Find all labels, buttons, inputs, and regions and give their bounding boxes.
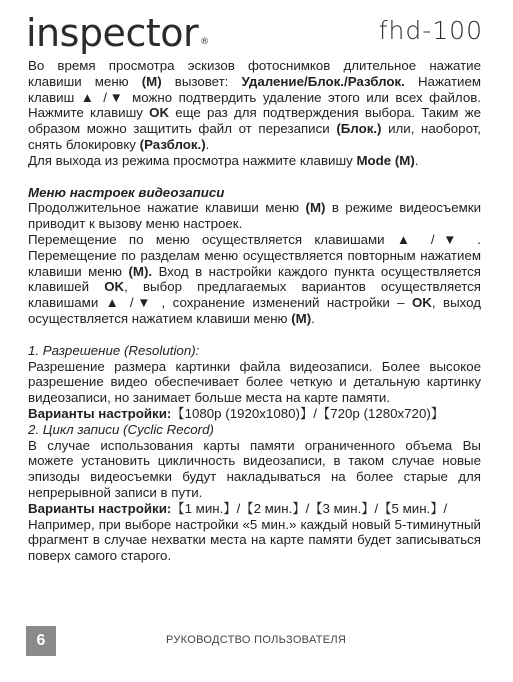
page-footer <box>26 626 484 656</box>
page-body <box>28 58 481 564</box>
resolution-heading: 1. Разрешение (Resolution): <box>28 342 200 358</box>
footer-title: РУКОВОДСТВО ПОЛЬЗОВАТЕЛЯ <box>166 634 347 646</box>
cyclic-record-example: Например, при выборе настройки «5 мин.» каждый новый 5-тиминутный фрагмент в случае нехватки места на карте памяти будет записываться поверх самого старого. <box>28 516 481 564</box>
registered-mark: ® <box>200 37 209 47</box>
page-header <box>26 10 483 60</box>
cyclic-record-options: Варианты настройки:【1 мин.】/【2 мин.】/【3 мин.】/【5 мин.】/ <box>28 500 448 516</box>
resolution-description: Разрешение размера картинки файла видеозаписи. Более высокое разрешение видео обеспечивает более четкую и детальную картинку видеозаписи, но занимает больше места на карте памяти. <box>28 358 481 406</box>
exit-playback-line: Для выхода из режима просмотра нажмите клавишу Mode (M). <box>28 152 419 168</box>
playback-paragraph: Во время просмотра эскизов фотоснимков длительное нажатие клавиши меню (M) вызовет: Удаление/Блок./Разблок. Нажатием клавиш ▲ /▼ можно подтвердить удаление этого или всех файлов. Нажмите клавишу OK еще раз для подтверждения выбора. Таким же образом можно защитить файл от перезаписи (Блок.) или, наоборот, снять блокировку (Разблок.). <box>28 58 481 152</box>
menu-navigation-paragraph: Перемещение по меню осуществляется клавишами ▲ /▼ . Перемещение по разделам меню осуществляется повторным нажатием клавиши меню (M). Вход в настройки каждого пункта осуществляется клавишей OK, выбор предлагаемых вариантов осуществляется клавишами ▲ /▼ , сохранение изменений настройки – OK, выход осуществляется нажатием клавиши меню (M). <box>28 231 481 326</box>
model-name: fhd-100 <box>378 16 483 45</box>
page-number: 6 <box>26 626 56 656</box>
brand-name: inspector <box>26 11 199 55</box>
menu-intro-paragraph: Продолжительное нажатие клавиши меню (M) в режиме видеосъемки приводит к вызову меню настроек. <box>28 200 481 232</box>
cyclic-record-heading: 2. Цикл записи (Cyclic Record) <box>28 421 214 437</box>
section-heading: Меню настроек видеозаписи <box>28 184 225 200</box>
resolution-options: Варианты настройки:【1080р (1920x1080)】/【720р (1280x720)】 <box>28 405 445 421</box>
cyclic-record-description: В случае использования карты памяти ограниченного объема Вы можете установить цикличность видеозаписи, в таком случае новые эпизоды видеосъемки будут накладываться на более старые для непрерывной записи в пути. <box>28 437 481 500</box>
